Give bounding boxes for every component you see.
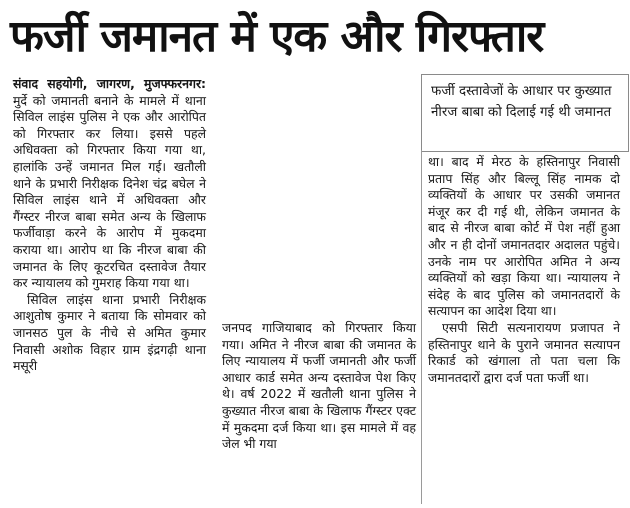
sidebar-highlight-text: फर्जी दस्तावेजों के आधार पर कुख्यात नीरज बाबा को दिलाई गई थी जमानत [431, 84, 612, 120]
article-paragraph-1 [13, 76, 206, 292]
column-divider [421, 150, 422, 504]
dateline: संवाद सहयोगी, जागरण, मुजफ्फरनगर: [13, 76, 206, 91]
article-column-left [13, 76, 206, 375]
article-paragraph-4: था। बाद में मेरठ के हस्तिनापुर निवासी प्रताप सिंह और बिल्लू सिंह नामक दो व्यक्तियों के आधार पर उसकी जमानत मंजूर कर दी गई थी, लेकिन जमानत के बाद से नीरज बाबा कोर्ट में पेश नहीं हुआ और न ही दोनों जमानतदार अदालत पहुंचे। उनके नाम पर आरोपित अमित ने अन्य व्यक्तियों को खड़ा किया था। न्यायालय ने संदेह के बाद पुलिस को जमानतदारों के सत्यापन का आदेश दिया था। [428, 154, 620, 319]
article-column-middle [222, 320, 416, 453]
sidebar-highlight-box [421, 74, 629, 152]
article-paragraph-2: सिविल लाइंस थाना प्रभारी निरीक्षक आशुतोष कुमार ने बताया कि सोमवार को जानसठ पुल के नीचे से अमित कुमार निवासी अशोक विहार ग्राम इंद्रगढ़ी थाना मसूरी [13, 291, 206, 374]
article-paragraph-5: एसपी सिटी सत्यनारायण प्रजापत ने हस्तिनापुर थाने के पुराने जमानत सत्यापन रिकार्ड को खंगाला तो पता चला कि जमानतदारों द्वारा दर्ज पता फर्जी था। [428, 319, 620, 385]
article-column-right [428, 154, 620, 386]
headline: फर्जी जमानत में एक और गिरफ्तार [10, 11, 544, 62]
paragraph-1-text: मुर्दे को जमानती बनाने के मामले में थाना सिविल लाइंस पुलिस ने एक और आरोपित को गिरफ्तार कर लिया। इससे पहले अधिवक्ता को गिरफ्तार किया गया था, हालांकि उन्हें जमानत मिल गई। खतौली थाने के प्रभारी निरीक्षक दिनेश चंद्र बघेल ने सिविल लाइंस थाने में अधिवक्ता और गैंग्स्टर नीरज बाबा समेत अन्य के खिलाफ फर्जीवाड़ा करने के आरोप में मुकदमा कराया था। आरोप था कि नीरज बाबा की जमानत के लिए कूटरचित दस्तावेज तैयार कर न्यायालय को गुमराह किया गया था। [13, 92, 206, 291]
article-paragraph-3: जनपद गाजियाबाद को गिरफ्तार किया गया। अमित ने नीरज बाबा की जमानत के लिए न्यायालय में फर्जी जमानती और फर्जी आधार कार्ड समेत अन्य दस्तावेज पेश किए थे। वर्ष 2022 में खतौली थाना पुलिस ने कुख्यात नीरज बाबा के खिलाफ गैंग्स्टर एक्ट में मुकदमा दर्ज किया था। इस मामले में वह जेल भी गया [222, 320, 416, 452]
